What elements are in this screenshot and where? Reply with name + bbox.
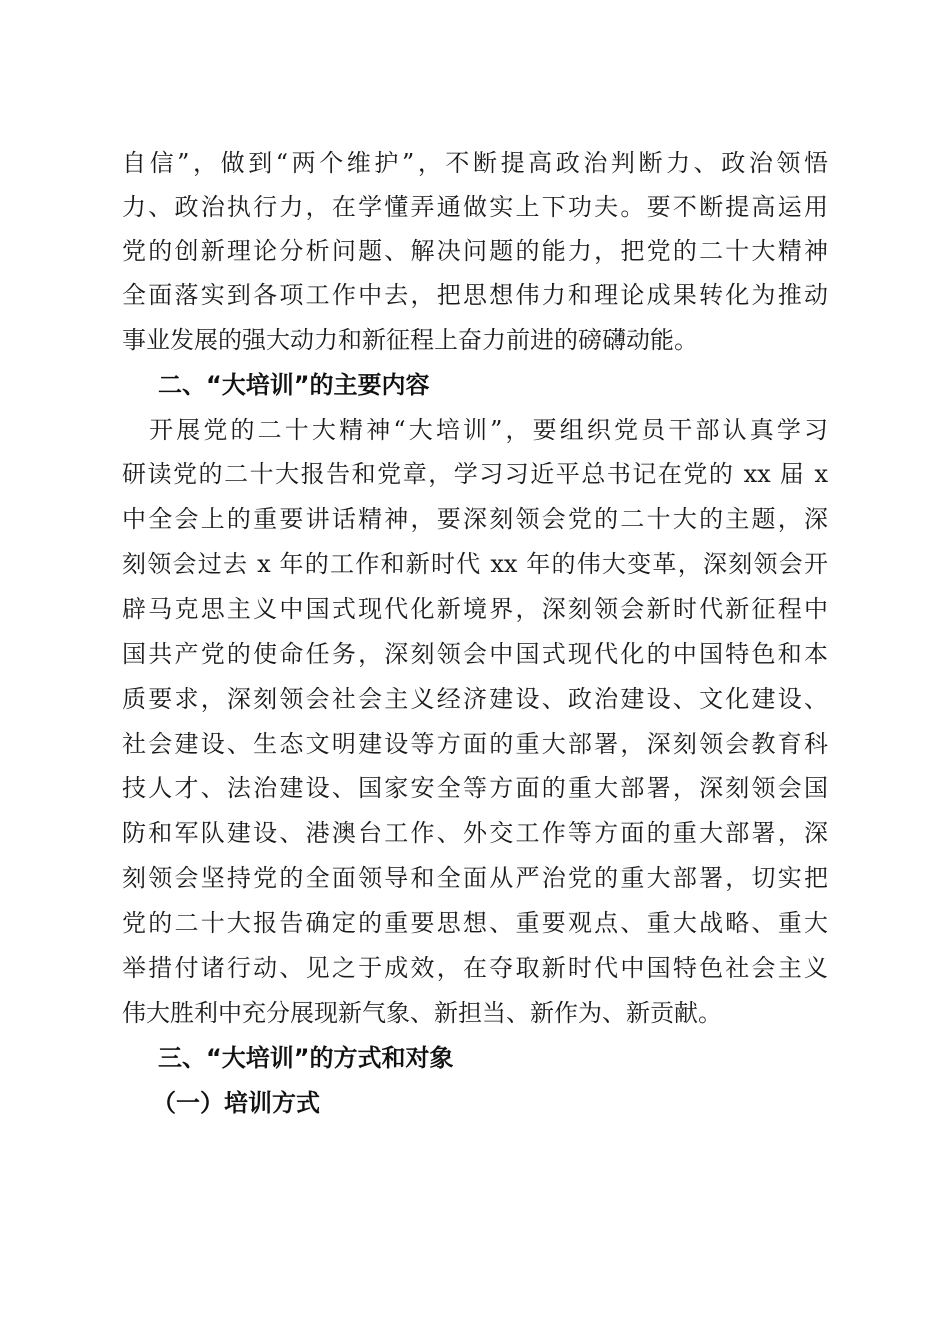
- paragraph-1-line-4: 全面落实到各项工作中去，把思想伟力和理论成果转化为推动: [122, 281, 828, 309]
- paragraph-1-line-1: 自信”，做到“两个维护”，不断提高政治判断力、政治领悟: [122, 149, 828, 177]
- paragraph-2-line-2: 研读党的二十大报告和党章，学习习近平总书记在党的 xx 届 x: [122, 460, 828, 488]
- paragraph-1-line-3: 党的创新理论分析问题、解决问题的能力，把党的二十大精神: [122, 237, 828, 265]
- paragraph-2-line-3: 中全会上的重要讲话精神，要深刻领会党的二十大的主题，深: [122, 505, 828, 533]
- paragraph-2-line-11: 刻领会坚持党的全面领导和全面从严治党的重大部署，切实把: [122, 864, 828, 892]
- paragraph-2-line-5: 辟马克思主义中国式现代化新境界，深刻领会新时代新征程中: [122, 595, 828, 623]
- paragraph-1-line-2: 力、政治执行力，在学懂弄通做实上下功夫。要不断提高运用: [122, 193, 828, 221]
- section-heading-3: 三、“大培训”的方式和对象: [158, 1044, 454, 1072]
- paragraph-2-line-4: 刻领会过去 x 年的工作和新时代 xx 年的伟大变革，深刻领会开: [122, 550, 828, 578]
- paragraph-2-line-12: 党的二十大报告确定的重要思想、重要观点、重大战略、重大: [122, 909, 828, 937]
- section-heading-2: 二、“大培训”的主要内容: [158, 371, 430, 399]
- paragraph-2-line-14: 伟大胜利中充分展现新气象、新担当、新作为、新贡献。: [122, 999, 722, 1027]
- paragraph-1-line-5: 事业发展的强大动力和新征程上奋力前进的磅礴动能。: [122, 326, 698, 354]
- paragraph-2-line-8: 社会建设、生态文明建设等方面的重大部署，深刻领会教育科: [122, 730, 828, 758]
- paragraph-2-line-6: 国共产党的使命任务，深刻领会中国式现代化的中国特色和本: [122, 640, 828, 668]
- paragraph-2-line-9: 技人才、法治建设、国家安全等方面的重大部署，深刻领会国: [122, 774, 828, 802]
- subsection-heading-3-1: （一）培训方式: [152, 1088, 320, 1117]
- paragraph-2-line-1: 开展党的二十大精神“大培训”，要组织党员干部认真学习: [122, 416, 828, 444]
- paragraph-2-line-13: 举措付诸行动、见之于成效，在夺取新时代中国特色社会主义: [122, 954, 828, 982]
- paragraph-2-line-7: 质要求，深刻领会社会主义经济建设、政治建设、文化建设、: [122, 685, 828, 713]
- paragraph-2-line-10: 防和军队建设、港澳台工作、外交工作等方面的重大部署，深: [122, 819, 828, 847]
